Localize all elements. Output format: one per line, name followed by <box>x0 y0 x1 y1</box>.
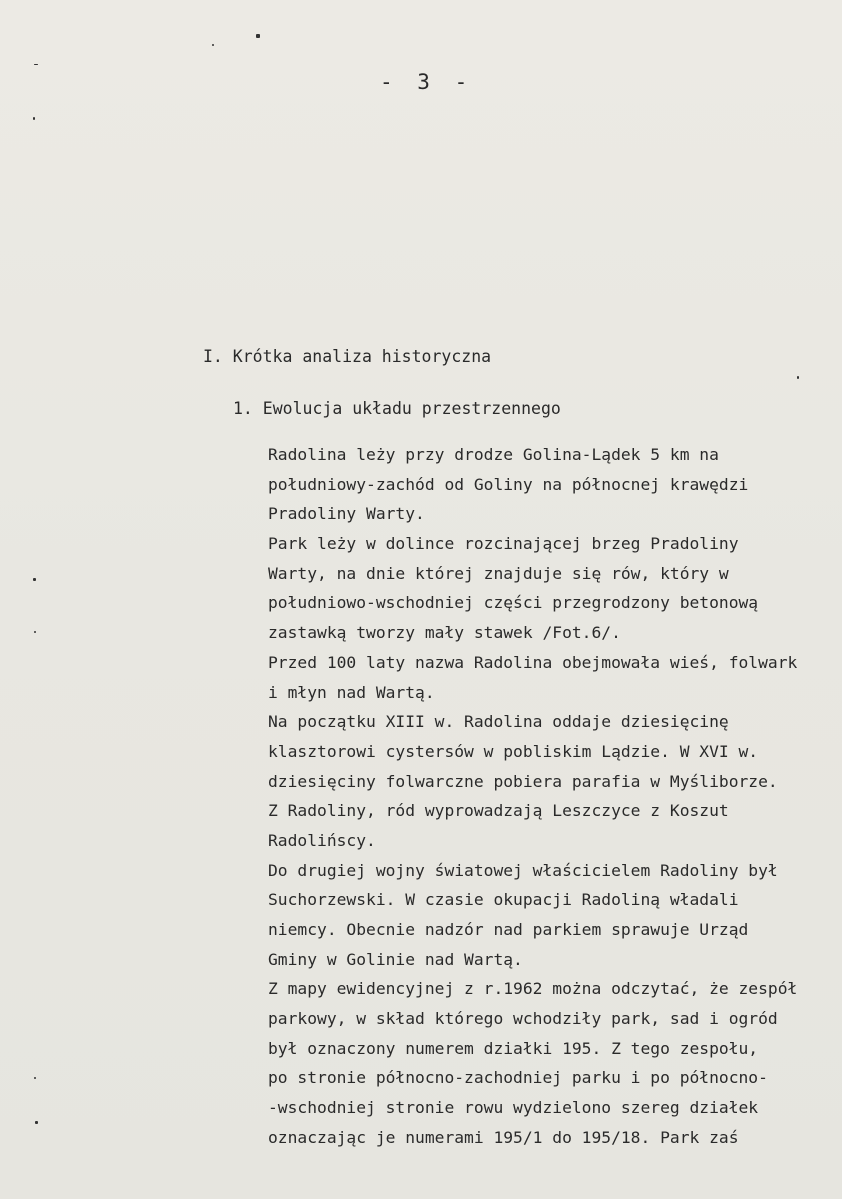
text-line: Radolińscy. <box>268 830 376 850</box>
text-line: Przed 100 laty nazwa Radolina obejmowała wieś, folwark <box>268 652 798 672</box>
text-line: niemcy. Obecnie nadzór nad parkiem sprawuje Urząd <box>268 920 749 939</box>
text-line: Gminy w Golinie nad Wartą. <box>268 949 523 969</box>
text-line: i młyn nad Wartą. <box>268 682 435 702</box>
text-line: Radolina leży przy drodze Golina-Lądek 5 km na <box>268 445 719 464</box>
scan-speck <box>797 376 799 379</box>
text-line: oznaczając je numerami 195/1 do 195/18. Park zaś <box>268 1127 739 1147</box>
text-line: południowy-zachód od Goliny na północnej krawędzi <box>268 474 749 494</box>
text-line: klasztorowi cystersów w pobliskim Lądzie. W XVI w. <box>268 741 759 761</box>
text-line: Z mapy ewidencyjnej z r.1962 można odczytać, że zespół <box>268 979 798 999</box>
scan-speck <box>33 578 36 581</box>
text-line: zastawką tworzy mały stawek /Fot.6/. <box>268 623 621 643</box>
text-line: południowo-wschodniej części przegrodzony betonową <box>268 593 759 613</box>
scan-speck <box>34 64 38 65</box>
text-line: Na początku XIII w. Radolina oddaje dziesięcinę <box>268 712 729 732</box>
text-line: -wschodniej stronie rowu wydzielono szereg działek <box>268 1098 759 1118</box>
text-line: parkowy, w skład którego wchodziły park, sad i ogród <box>268 1009 778 1029</box>
scan-speck <box>34 1077 36 1079</box>
scan-speck <box>256 34 260 38</box>
body-text <box>268 440 838 1153</box>
scan-speck <box>35 1121 38 1124</box>
text-line: Suchorzewski. W czasie okupacji Radoliną władali <box>268 890 739 910</box>
text-line: Z Radoliny, ród wyprowadzają Leszczyce z Koszut <box>268 801 729 821</box>
text-line: po stronie północno-zachodniej parku i po północno- <box>268 1068 768 1088</box>
text-line: dziesięciny folwarczne pobiera parafia w Myśliborze. <box>268 771 778 791</box>
scan-speck <box>33 117 35 120</box>
page-number: - 3 - <box>380 70 474 94</box>
scan-speck <box>34 631 36 633</box>
text-line: Warty, na dnie której znajduje się rów, który w <box>268 563 729 583</box>
scan-speck <box>212 44 214 46</box>
text-line: Do drugiej wojny światowej właścicielem Radoliny był <box>268 860 778 880</box>
section-heading: I. Krótka analiza historyczna <box>203 347 492 366</box>
text-line: Park leży w dolince rozcinającej brzeg Pradoliny <box>268 534 739 554</box>
text-line: był oznaczony numerem działki 195. Z tego zespołu, <box>268 1038 759 1058</box>
subsection-heading: 1. Ewolucja układu przestrzennego <box>233 399 561 418</box>
text-line: Pradoliny Warty. <box>268 504 425 524</box>
